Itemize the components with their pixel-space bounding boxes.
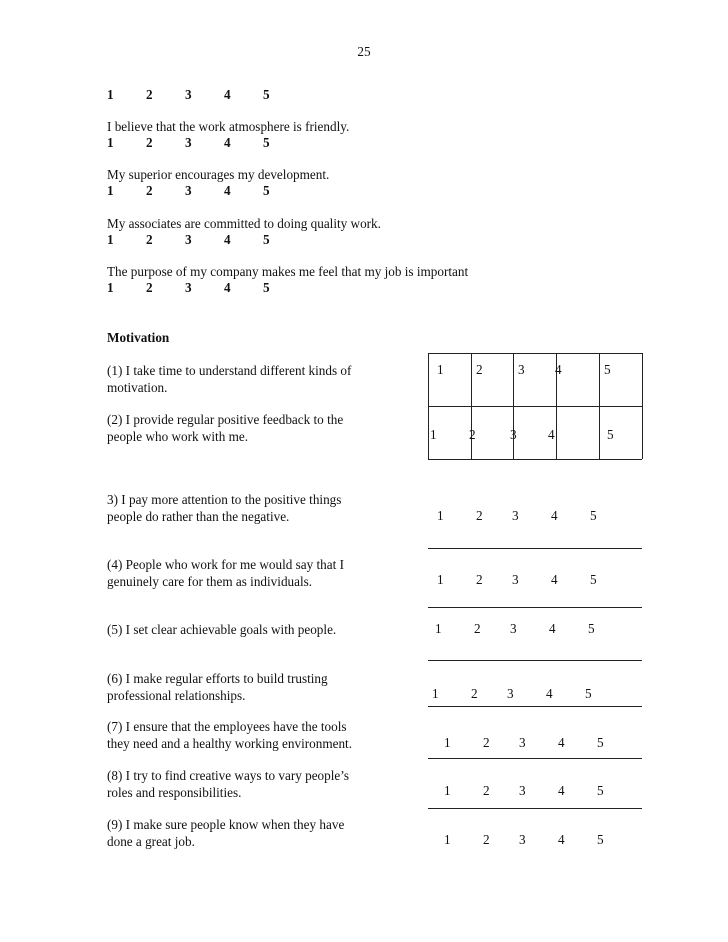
question-line: genuinely care for them as individuals. xyxy=(107,574,313,589)
question-line: (1) I take time to understand different kinds of xyxy=(107,363,352,378)
option-4[interactable]: 4 xyxy=(546,686,553,701)
statement-text: The purpose of my company makes me feel that my job is important xyxy=(107,264,469,279)
row-divider xyxy=(428,808,642,809)
option-2[interactable]: 2 xyxy=(471,686,478,701)
option-1[interactable]: 1 xyxy=(444,783,451,798)
option-3[interactable]: 3 xyxy=(512,572,519,587)
option-2[interactable]: 2 xyxy=(474,621,481,636)
question-line: people who work with me. xyxy=(107,429,249,444)
question-line: (4) People who work for me would say that I xyxy=(107,557,344,572)
option-5[interactable]: 5 xyxy=(597,735,604,750)
option-4[interactable]: 4 xyxy=(548,427,555,442)
option-5[interactable]: 5 xyxy=(590,508,597,523)
scale-2: 2 xyxy=(146,232,153,247)
question-item xyxy=(107,556,344,590)
option-1[interactable]: 1 xyxy=(432,686,439,701)
scale-4: 4 xyxy=(224,232,231,247)
scale-1: 1 xyxy=(107,87,114,102)
option-2[interactable]: 2 xyxy=(476,572,483,587)
option-1[interactable]: 1 xyxy=(435,621,442,636)
option-5[interactable]: 5 xyxy=(597,832,604,847)
statement-text: I believe that the work atmosphere is friendly. xyxy=(107,119,350,134)
page-number: 25 xyxy=(357,44,371,59)
table-divider xyxy=(599,353,600,459)
option-5[interactable]: 5 xyxy=(597,783,604,798)
question-line: done a great job. xyxy=(107,834,195,849)
option-3[interactable]: 3 xyxy=(519,735,526,750)
option-4[interactable]: 4 xyxy=(558,735,565,750)
row-divider xyxy=(428,548,642,549)
question-line: (8) I try to find creative ways to vary people’s xyxy=(107,768,350,783)
scale-5: 5 xyxy=(263,232,270,247)
scale-3: 3 xyxy=(185,232,192,247)
option-1[interactable]: 1 xyxy=(444,735,451,750)
question-item xyxy=(107,767,349,801)
option-4[interactable]: 4 xyxy=(558,783,565,798)
option-5[interactable]: 5 xyxy=(590,572,597,587)
scale-5: 5 xyxy=(263,87,270,102)
option-1[interactable]: 1 xyxy=(437,572,444,587)
option-5[interactable]: 5 xyxy=(585,686,592,701)
scale-4: 4 xyxy=(224,183,231,198)
scale-3: 3 xyxy=(185,135,192,150)
scale-4: 4 xyxy=(224,280,231,295)
scale-1: 1 xyxy=(107,232,114,247)
option-4[interactable]: 4 xyxy=(551,508,558,523)
scale-1: 1 xyxy=(107,183,114,198)
scale-2: 2 xyxy=(146,183,153,198)
option-2[interactable]: 2 xyxy=(476,362,483,377)
row-divider xyxy=(428,706,642,707)
scale-4: 4 xyxy=(224,135,231,150)
option-2[interactable]: 2 xyxy=(469,427,476,442)
question-item xyxy=(107,621,336,638)
statement-text: My superior encourages my development. xyxy=(107,167,330,182)
option-2[interactable]: 2 xyxy=(483,832,490,847)
question-item xyxy=(107,491,341,525)
scale-5: 5 xyxy=(263,183,270,198)
option-3[interactable]: 3 xyxy=(510,621,517,636)
question-line: (5) I set clear achievable goals with people. xyxy=(107,622,337,637)
scale-2: 2 xyxy=(146,280,153,295)
row-divider xyxy=(428,607,642,608)
table-divider xyxy=(642,353,643,459)
option-3[interactable]: 3 xyxy=(510,427,517,442)
scale-5: 5 xyxy=(263,135,270,150)
option-1[interactable]: 1 xyxy=(444,832,451,847)
scale-4: 4 xyxy=(224,87,231,102)
option-1[interactable]: 1 xyxy=(437,508,444,523)
row-divider xyxy=(428,660,642,661)
option-1[interactable]: 1 xyxy=(437,362,444,377)
row-divider xyxy=(428,758,642,759)
option-5[interactable]: 5 xyxy=(588,621,595,636)
table-border-middle xyxy=(428,406,642,407)
scale-3: 3 xyxy=(185,183,192,198)
question-item xyxy=(107,411,343,445)
statement-text: My associates are committed to doing quality work. xyxy=(107,216,381,231)
option-5[interactable]: 5 xyxy=(604,362,611,377)
table-border-bottom xyxy=(428,459,642,460)
option-3[interactable]: 3 xyxy=(507,686,514,701)
option-4[interactable]: 4 xyxy=(558,832,565,847)
scale-2: 2 xyxy=(146,87,153,102)
question-line: (6) I make regular efforts to build trusting xyxy=(107,671,328,686)
question-line: (7) I ensure that the employees have the tools xyxy=(107,719,347,734)
question-line: (9) I make sure people know when they have xyxy=(107,817,345,832)
question-line: (2) I provide regular positive feedback to the xyxy=(107,412,344,427)
question-line: motivation. xyxy=(107,380,168,395)
option-3[interactable]: 3 xyxy=(512,508,519,523)
option-2[interactable]: 2 xyxy=(483,783,490,798)
question-item xyxy=(107,670,328,704)
scale-1: 1 xyxy=(107,135,114,150)
question-line: people do rather than the negative. xyxy=(107,509,290,524)
table-border-top xyxy=(428,353,642,354)
option-2[interactable]: 2 xyxy=(483,735,490,750)
option-3[interactable]: 3 xyxy=(519,783,526,798)
question-line: they need and a healthy working environment. xyxy=(107,736,352,751)
option-3[interactable]: 3 xyxy=(519,832,526,847)
scale-3: 3 xyxy=(185,87,192,102)
option-4[interactable]: 4 xyxy=(551,572,558,587)
option-3[interactable]: 3 xyxy=(518,362,525,377)
option-2[interactable]: 2 xyxy=(476,508,483,523)
scale-5: 5 xyxy=(263,280,270,295)
table-divider xyxy=(428,353,429,459)
question-line: roles and responsibilities. xyxy=(107,785,242,800)
section-title: Motivation xyxy=(107,330,170,345)
option-4[interactable]: 4 xyxy=(555,362,562,377)
scale-1: 1 xyxy=(107,280,114,295)
option-1[interactable]: 1 xyxy=(430,427,437,442)
scale-2: 2 xyxy=(146,135,153,150)
question-line: 3) I pay more attention to the positive things xyxy=(107,492,342,507)
question-line: professional relationships. xyxy=(107,688,246,703)
scale-3: 3 xyxy=(185,280,192,295)
question-item xyxy=(107,718,352,752)
table-divider xyxy=(471,353,472,459)
question-item xyxy=(107,362,351,396)
option-5[interactable]: 5 xyxy=(607,427,614,442)
option-4[interactable]: 4 xyxy=(549,621,556,636)
question-item xyxy=(107,816,344,850)
table-divider xyxy=(513,353,514,459)
